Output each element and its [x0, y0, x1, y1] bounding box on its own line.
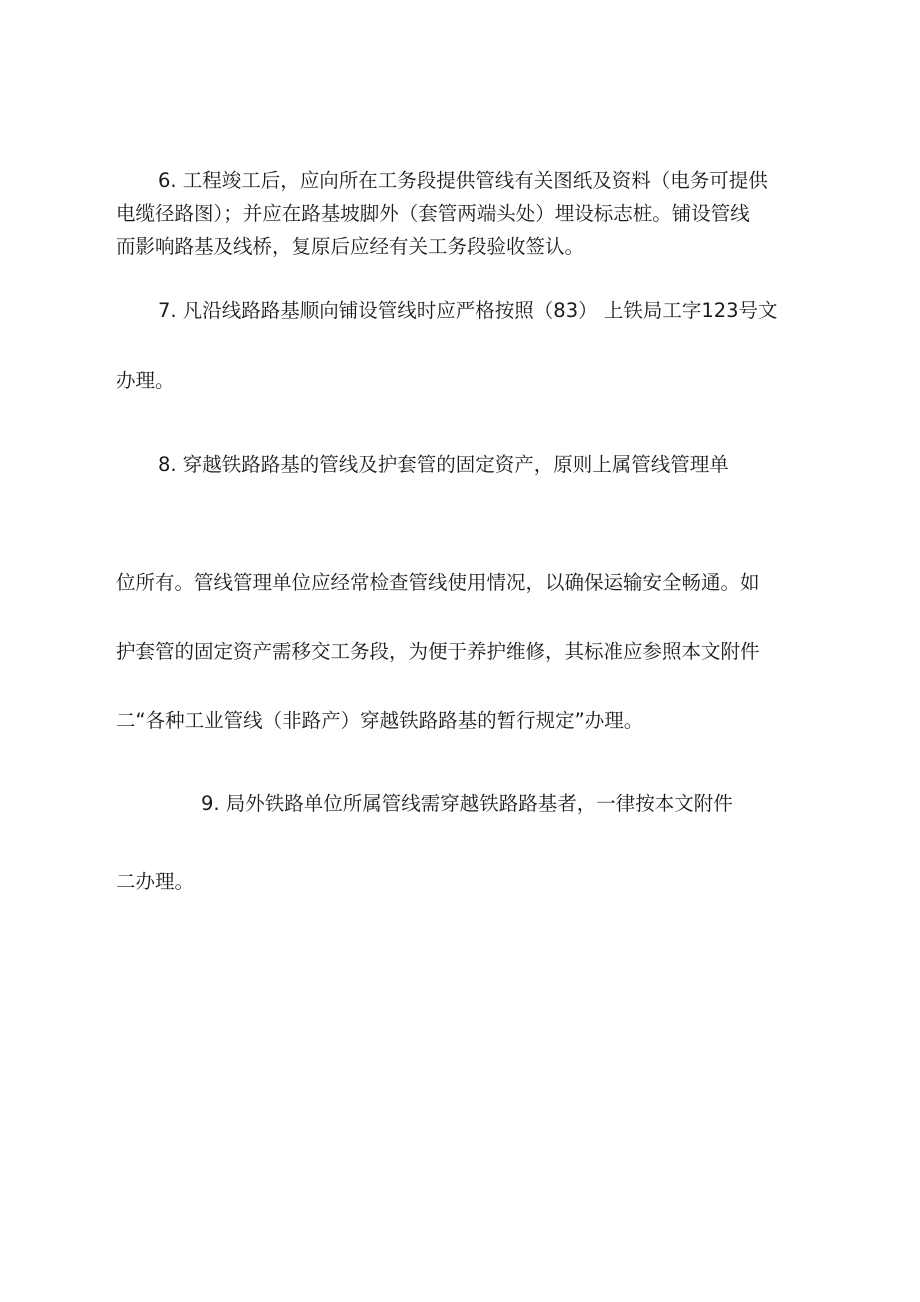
paragraph-9-line-2: 二办理。: [116, 870, 195, 893]
paragraph-6-line-1: 6. 工程竣工后，应向所在工务段提供管线有关图纸及资料（电务可提供: [158, 169, 768, 192]
paragraph-6-line-2: 电缆径路图）；并应在路基坡脚外（套管两端头处）埋设标志桩。铺设管线: [116, 202, 750, 225]
paragraph-8-line-3: 护套管的固定资产需移交工务段，为便于养护维修，其标准应参照本文附件: [116, 640, 760, 663]
paragraph-8-line-2: 位所有。管线管理单位应经常检查管线使用情况，以确保运输安全畅通。如: [116, 571, 760, 594]
paragraph-6-line-3: 而影响路基及线桥，复原后应经有关工务段验收签认。: [116, 235, 585, 258]
paragraph-8-line-4: 二“各种工业管线（非路产）穿越铁路路基的暂行规定”办理。: [116, 709, 644, 732]
paragraph-7-line-1: 7. 凡沿线路路基顺向铺设管线时应严格按照（83） 上铁局工字123号文: [158, 299, 778, 322]
paragraph-7-line-2: 办理。: [116, 369, 175, 392]
paragraph-8-line-1: 8. 穿越铁路路基的管线及护套管的固定资产，原则上属管线管理单: [158, 453, 729, 476]
paragraph-9-line-1: 9. 局外铁路单位所属管线需穿越铁路路基者，一律按本文附件: [201, 792, 733, 815]
